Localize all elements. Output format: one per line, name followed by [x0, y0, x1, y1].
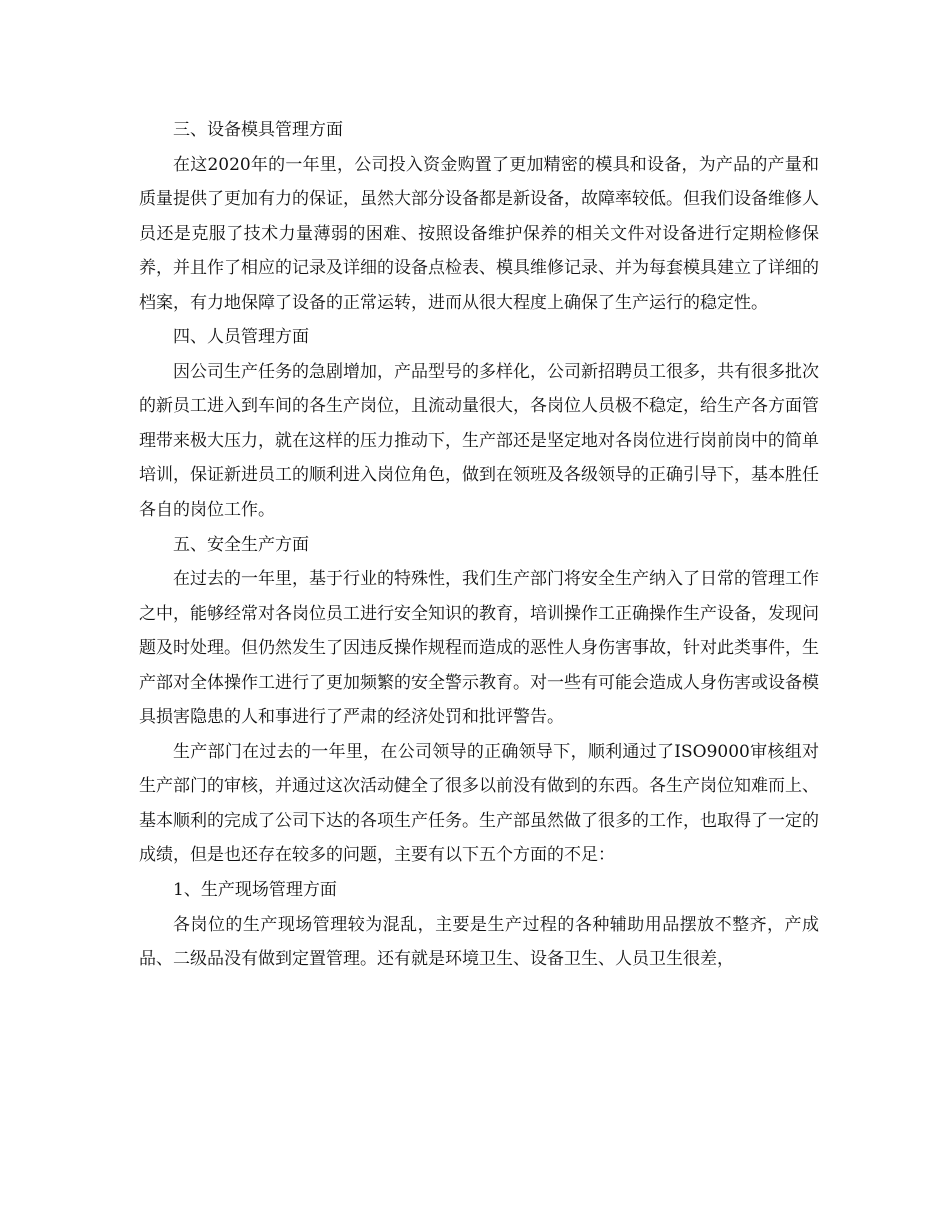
section-heading-safety: 五、安全生产方面	[173, 534, 309, 555]
section-heading-site-management: 1、生产现场管理方面	[173, 880, 337, 901]
section-heading-equipment: 三、设备模具管理方面	[173, 120, 343, 140]
document-body	[139, 113, 819, 977]
paragraph-equipment: 在这2020年的一年里，公司投入资金购置了更加精密的模具和设备，为产品的产量和质量提供了更加有力的保证，虽然大部分设备都是新设备，故障率较低。但我们设备维修人员还是克服了技术力量薄弱的困难、按照设备维护保养的相关文件对设备进行定期检修保养，并且作了相应的记录及详细的设备点检表、模具维修记录、并为每套模具建立了详细的档案，有力地保障了设备的正常运转，进而从很大程度上确保了生产运行的稳定性。	[139, 154, 819, 313]
paragraph-site-management: 各岗位的生产现场管理较为混乱，主要是生产过程的各种辅助用品摆放不整齐，产成品、二级品没有做到定置管理。还有就是环境卫生、设备卫生、人员卫生很差，	[139, 914, 819, 970]
paragraph-personnel: 因公司生产任务的急剧增加，产品型号的多样化，公司新招聘员工很多，共有很多批次的新员工进入到车间的各生产岗位，且流动量很大，各岗位人员极不稳定，给生产各方面管理带来极大压力，就在这样的压力推动下，生产部还是坚定地对各岗位进行岗前岗中的简单培训，保证新进员工的顺利进入岗位角色，做到在领班及各级领导的正确引导下，基本胜任各自的岗位工作。	[139, 361, 819, 521]
paragraph-safety: 在过去的一年里，基于行业的特殊性，我们生产部门将安全生产纳入了日常的管理工作之中，能够经常对各岗位员工进行安全知识的教育，培训操作工正确操作生产设备，发现问题及时处理。但仍然发生了因违反操作规程而造成的恶性人身伤害事故，针对此类事件，生产部对全体操作工进行了更加频繁的安全警示教育。对一些有可能会造成人身伤害或设备模具损害隐患的人和事进行了严肃的经济处罚和批评警告。	[139, 569, 819, 728]
paragraph-summary: 生产部门在过去的一年里，在公司领导的正确领导下，顺利通过了ISO9000审核组对生产部门的审核，并通过这次活动健全了很多以前没有做到的东西。各生产岗位知难而上、基本顺利的完成了公司下达的各项生产任务。生产部虽然做了很多的工作，也取得了一定的成绩，但是也还存在较多的问题，主要有以下五个方面的不足：	[139, 741, 819, 866]
section-heading-personnel: 四、人员管理方面	[173, 327, 309, 348]
